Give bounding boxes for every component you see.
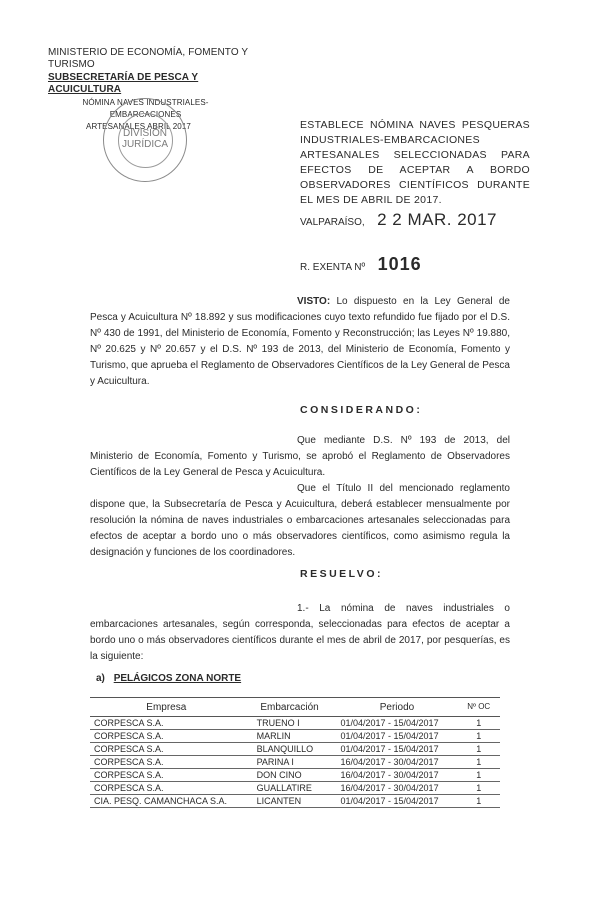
- cell-num-oc: 1: [457, 730, 500, 743]
- cell-empresa: CORPESCA S.A.: [90, 782, 243, 795]
- table-row: [90, 730, 500, 743]
- cell-periodo: 16/04/2017 - 30/04/2017: [336, 782, 457, 795]
- cell-embarcacion: MARLIN: [243, 730, 337, 743]
- cell-num-oc: 1: [457, 769, 500, 782]
- cell-embarcacion: LICANTEN: [243, 795, 337, 808]
- considerando-heading: CONSIDERANDO:: [300, 404, 423, 416]
- table-header-row: [90, 698, 500, 717]
- resolution-label: R. EXENTA Nº: [300, 262, 366, 273]
- stamp-line-1: DIVISIÓN: [123, 128, 167, 139]
- table-row: [90, 769, 500, 782]
- cell-num-oc: 1: [457, 782, 500, 795]
- reference-line-1: NÓMINA NAVES INDUSTRIALES-EMBARCACIONES: [82, 98, 209, 119]
- resuelvo-heading: RESUELVO:: [300, 568, 383, 580]
- cell-num-oc: 1: [457, 717, 500, 730]
- cell-empresa: CORPESCA S.A.: [90, 769, 243, 782]
- col-num-oc: Nº OC: [457, 698, 500, 717]
- cell-empresa: CORPESCA S.A.: [90, 756, 243, 769]
- considerando-paragraph-2: Que el Título II del mencionado reglamento dispone que, la Subsecretaría de Pesca y Acuicultura, deberá establecer mensualmente por resolución la nómina de naves industriales o embarcaciones artesanales seleccionadas para efectos de aceptar a bordo uno o más observadores científicos, como asimismo regula la designación y funciones de los coordinadores.: [90, 483, 510, 558]
- section-a-title: PELÁGICOS ZONA NORTE: [113, 673, 242, 684]
- place-label: VALPARAÍSO,: [300, 217, 365, 228]
- cell-embarcacion: TRUENO I: [243, 717, 337, 730]
- section-a-label: a): [96, 673, 105, 684]
- table-row: [90, 782, 500, 795]
- col-periodo: Periodo: [336, 698, 457, 717]
- place-date: [300, 210, 550, 230]
- cell-empresa: CORPESCA S.A.: [90, 743, 243, 756]
- considerando-paragraph-1: Que mediante D.S. Nº 193 de 2013, del Ministerio de Economía, Fomento y Turismo, se aprobó el Reglamento de Observadores Científicos de la Ley General de Pesca y Acuicultura.: [90, 435, 510, 478]
- col-embarcacion: Embarcación: [243, 698, 337, 717]
- cell-embarcacion: PARINA I: [243, 756, 337, 769]
- resolution-number-line: [300, 254, 500, 275]
- table-row: [90, 717, 500, 730]
- resuelvo-paragraph-1: 1.- La nómina de naves industriales o embarcaciones artesanales, según corresponda, seleccionadas para efectos de aceptar a bordo uno o más observadores científicos durante el mes de abril de 2017, por pesquerías, es la siguiente:: [90, 603, 510, 662]
- cell-num-oc: 1: [457, 743, 500, 756]
- table-row: [90, 756, 500, 769]
- cell-num-oc: 1: [457, 756, 500, 769]
- cell-embarcacion: DON CINO: [243, 769, 337, 782]
- subsecretaria-name: SUBSECRETARÍA DE PESCA Y ACUICULTURA: [48, 72, 199, 95]
- cell-embarcacion: BLANQUILLO: [243, 743, 337, 756]
- stamp-line-2: JURÍDICA: [121, 139, 169, 150]
- cell-periodo: 01/04/2017 - 15/04/2017: [336, 730, 457, 743]
- table-row: [90, 743, 500, 756]
- division-juridica-stamp: [103, 98, 187, 182]
- cell-periodo: 01/04/2017 - 15/04/2017: [336, 743, 457, 756]
- col-empresa: Empresa: [90, 698, 243, 717]
- cell-empresa: CIA. PESQ. CAMANCHACA S.A.: [90, 795, 243, 808]
- cell-empresa: CORPESCA S.A.: [90, 730, 243, 743]
- reference-line-2: ARTESANALES ABRIL 2017: [86, 122, 191, 131]
- section-a-heading: [96, 673, 241, 684]
- cell-periodo: 01/04/2017 - 15/04/2017: [336, 795, 457, 808]
- cell-num-oc: 1: [457, 795, 500, 808]
- cell-periodo: 16/04/2017 - 30/04/2017: [336, 756, 457, 769]
- ministry-name: MINISTERIO DE ECONOMÍA, FOMENTO Y TURISMO: [48, 47, 248, 70]
- table-row: [90, 795, 500, 808]
- cell-empresa: CORPESCA S.A.: [90, 717, 243, 730]
- resolution-title: ESTABLECE NÓMINA NAVES PESQUERAS INDUSTRIALES-EMBARCACIONES ARTESANALES SELECCIONADAS PARA EFECTOS DE ACEPTAR A BORDO OBSERVADORES CIENTÍFICOS DURANTE EL MES DE ABRIL DE 2017.: [300, 119, 530, 206]
- vessel-table: [90, 697, 500, 808]
- cell-periodo: 16/04/2017 - 30/04/2017: [336, 769, 457, 782]
- cell-periodo: 01/04/2017 - 15/04/2017: [336, 717, 457, 730]
- resolution-number: 1016: [377, 254, 422, 274]
- resolution-date: 2 2 MAR. 2017: [377, 210, 498, 229]
- visto-label: VISTO:: [297, 296, 331, 307]
- visto-paragraph: [90, 294, 510, 390]
- cell-embarcacion: GUALLATIRE: [243, 782, 337, 795]
- visto-text: Lo dispuesto en la Ley General de Pesca y Acuicultura Nº 18.892 y sus modificaciones cuyo texto refundido fue fijado por el D.S. Nº 430 de 1991, del Ministerio de Economía, Fomento y Reconstrucción; las Leyes Nº 19.880, Nº 20.625 y Nº 20.657 y el D.S. Nº 193 de 2013, del Ministerio de Economía, Fomento y Turismo, que aprueba el Reglamento de Observadores Científicos de la Ley General de Pesca y Acuicultura.: [90, 296, 510, 387]
